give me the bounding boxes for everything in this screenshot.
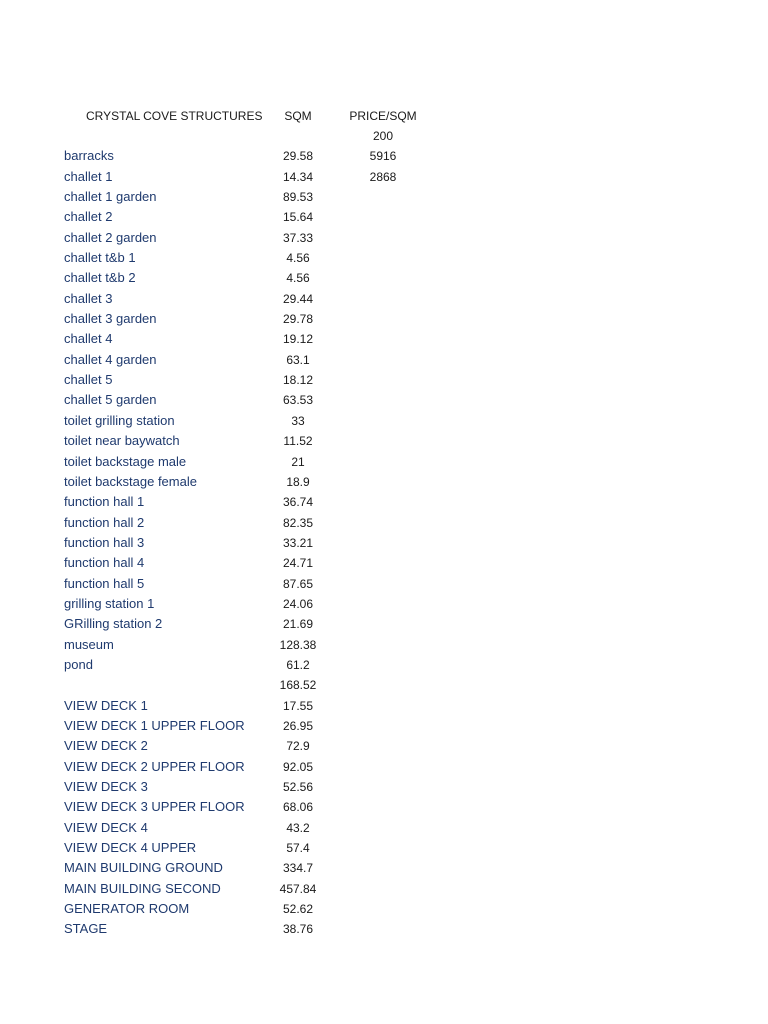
structure-sqm: 29.58	[282, 149, 314, 164]
table-row	[0, 696, 768, 716]
table-row	[0, 919, 768, 939]
structure-name: VIEW DECK 2 UPPER FLOOR	[64, 758, 245, 774]
header-sqm: SQM	[284, 109, 312, 123]
structure-sqm: 29.44	[282, 291, 314, 306]
structure-sqm: 334.7	[282, 861, 314, 876]
table-row	[0, 350, 768, 370]
structure-sqm: 61.2	[286, 657, 310, 672]
structure-sqm: 89.53	[282, 190, 314, 205]
structure-name: function hall 3	[64, 534, 145, 550]
structure-sqm: 17.55	[282, 698, 314, 713]
table-row	[0, 513, 768, 533]
structure-sqm: 33.21	[282, 535, 314, 550]
structure-sqm: 63.1	[286, 352, 310, 367]
structure-name: challet 5	[64, 372, 113, 388]
structure-rows	[0, 126, 768, 940]
table-row	[0, 553, 768, 573]
structure-name: challet 3	[64, 290, 113, 306]
structure-name: VIEW DECK 3 UPPER FLOOR	[64, 799, 245, 815]
structure-price: 2868	[369, 169, 397, 184]
structure-price: 5916	[369, 149, 397, 164]
structure-sqm: 57.4	[286, 841, 310, 856]
table-row	[0, 635, 768, 655]
structure-name: VIEW DECK 2	[64, 738, 148, 754]
structure-sqm: 18.9	[286, 474, 310, 489]
structure-name: toilet backstage male	[64, 453, 187, 469]
table-row	[0, 675, 768, 695]
structure-sqm: 68.06	[282, 800, 314, 815]
structure-name: challet 2 garden	[64, 229, 157, 245]
header-structures: CRYSTAL COVE STRUCTURES	[86, 109, 263, 123]
table-row	[0, 126, 768, 146]
structure-name: function hall 4	[64, 555, 145, 571]
structure-name: barracks	[64, 148, 114, 164]
table-row	[0, 167, 768, 187]
structure-sqm: 52.62	[282, 902, 314, 917]
structure-sqm: 18.12	[282, 373, 314, 388]
table-row	[0, 248, 768, 268]
structure-sqm: 24.71	[282, 556, 314, 571]
table-row	[0, 716, 768, 736]
structure-sqm: 4.56	[286, 251, 310, 266]
structure-name: challet 1 garden	[64, 189, 157, 205]
structure-name: challet 1	[64, 168, 113, 184]
table-row	[0, 838, 768, 858]
structure-sqm: 24.06	[282, 596, 314, 611]
table-row	[0, 777, 768, 797]
structure-name: VIEW DECK 1 UPPER FLOOR	[64, 717, 245, 733]
structure-name: VIEW DECK 4 UPPER	[64, 840, 197, 856]
structure-sqm: 82.35	[282, 515, 314, 530]
table-row	[0, 818, 768, 838]
table-row	[0, 797, 768, 817]
structure-name: VIEW DECK 1	[64, 697, 148, 713]
structure-name: challet 2	[64, 209, 113, 225]
table-row	[0, 858, 768, 878]
table-row	[0, 757, 768, 777]
structure-sqm: 15.64	[282, 210, 314, 225]
table-row	[0, 492, 768, 512]
structure-sqm: 11.52	[283, 434, 313, 449]
structure-sqm: 21	[291, 454, 305, 469]
table-row	[0, 187, 768, 207]
structure-sqm: 72.9	[286, 739, 310, 754]
table-row	[0, 370, 768, 390]
structure-sqm: 4.56	[286, 271, 310, 286]
table-row	[0, 472, 768, 492]
header-price-per-sqm: PRICE/SQM	[349, 109, 417, 123]
structure-name: challet t&b 1	[64, 250, 136, 266]
table-row	[0, 594, 768, 614]
structure-name: GENERATOR ROOM	[64, 901, 190, 917]
structure-sqm: 21.69	[282, 617, 314, 632]
table-row	[0, 309, 768, 329]
table-row	[0, 268, 768, 288]
table-row	[0, 146, 768, 166]
structure-sqm: 457.84	[279, 881, 317, 896]
structure-name: challet t&b 2	[64, 270, 136, 286]
structure-name: challet 4 garden	[64, 351, 157, 367]
structure-sqm: 63.53	[282, 393, 314, 408]
table-row	[0, 329, 768, 349]
structure-name: challet 3 garden	[64, 311, 157, 327]
structure-name: VIEW DECK 4	[64, 819, 148, 835]
structure-name: GRilling station 2	[64, 616, 163, 632]
table-row	[0, 655, 768, 675]
table-row	[0, 736, 768, 756]
structure-sqm: 33	[291, 413, 305, 428]
structure-price: 200	[372, 129, 394, 143]
structure-name: toilet backstage female	[64, 473, 197, 489]
table-row	[0, 574, 768, 594]
structure-name: VIEW DECK 3	[64, 779, 148, 794]
structure-sqm: 26.95	[282, 718, 314, 733]
table-row	[0, 614, 768, 634]
structure-name: challet 4	[64, 331, 113, 347]
structure-name: function hall 2	[64, 514, 145, 530]
structure-name: function hall 5	[64, 575, 145, 591]
structure-name: toilet near baywatch	[64, 433, 180, 449]
table-row	[0, 207, 768, 227]
structure-sqm: 37.33	[282, 230, 314, 245]
structure-sqm: 36.74	[282, 495, 314, 510]
table-row	[0, 879, 768, 899]
table-row	[0, 533, 768, 553]
structure-sqm: 19.12	[282, 332, 314, 347]
structure-sqm: 43.2	[286, 820, 310, 835]
structure-name: MAIN BUILDING GROUND	[64, 860, 223, 876]
structure-sqm: 92.05	[282, 759, 314, 774]
structure-sqm: 87.65	[282, 576, 314, 591]
structure-sqm: 14.34	[282, 169, 314, 184]
structure-sqm: 128.38	[279, 637, 317, 652]
structure-name: STAGE	[64, 921, 108, 937]
structure-name: MAIN BUILDING SECOND	[64, 880, 221, 896]
structure-name: toilet grilling station	[64, 412, 175, 428]
header-row	[0, 106, 768, 126]
table-row	[0, 452, 768, 472]
table-row	[0, 289, 768, 309]
structure-sqm: 38.76	[282, 922, 314, 937]
structure-sqm: 168.52	[279, 678, 317, 693]
structure-name: challet 5 garden	[64, 392, 157, 408]
structure-sqm: 52.56	[282, 780, 314, 794]
table-row	[0, 228, 768, 248]
table-row	[0, 431, 768, 451]
structure-sqm: 29.78	[282, 312, 314, 327]
table-row	[0, 899, 768, 919]
structure-name: function hall 1	[64, 494, 145, 510]
table-row	[0, 411, 768, 431]
table-row	[0, 390, 768, 410]
structure-name: museum	[64, 636, 114, 652]
structure-name: grilling station 1	[64, 595, 155, 611]
structure-name: pond	[64, 656, 93, 672]
